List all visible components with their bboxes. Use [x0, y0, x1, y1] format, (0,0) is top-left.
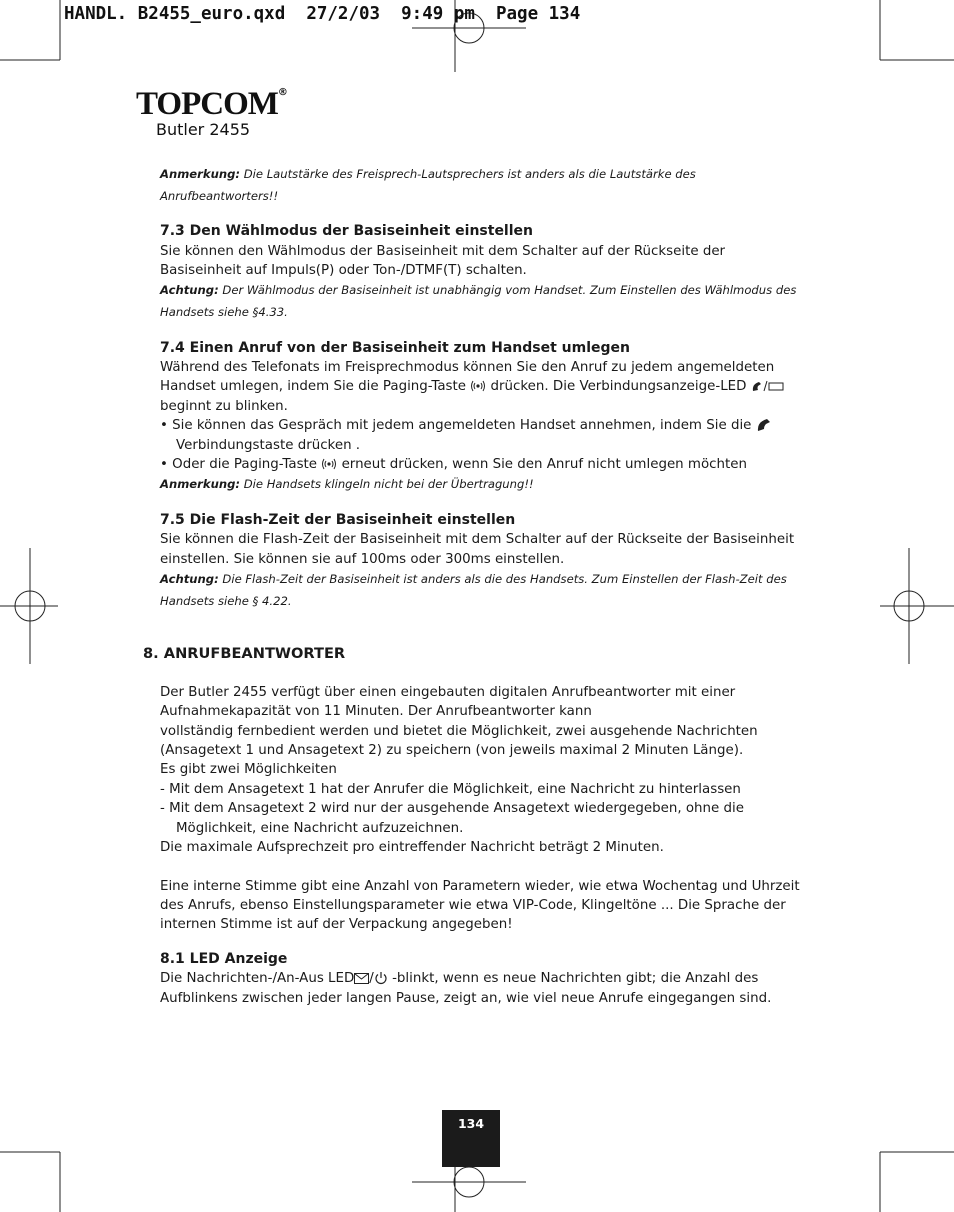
phone-icon [756, 418, 772, 432]
registered-mark: ® [277, 87, 287, 98]
section-7-5-title: 7.5 Die Flash-Zeit der Basiseinheit einstellen [160, 512, 516, 529]
section-7-3-note: Achtung: Der Wählmodus der Basiseinheit ist unabhängig vom Handset. Zum Einstellen des Wählmodus des Handsets siehe §4.33. [160, 283, 797, 319]
brand-name: TOPCOM [136, 86, 278, 122]
section-7-4-title: 7.4 Einen Anruf von der Basiseinheit zum Handset umlegen [160, 339, 630, 356]
section-7-4-bullet-2: • Oder die Paging-Taste erneut drücken, wenn Sie den Anruf nicht umlegen möchten [160, 457, 747, 473]
page-number-box [442, 1110, 500, 1167]
section-7-4-body: Während des Telefonats im Freisprechmodus können Sie den Anruf zu jedem angemeldeten Handset umlegen, indem Sie die Paging-Taste drücken. Die Verbindungsanzeige-LED beginnt zu blinken. [160, 358, 800, 416]
section-7-5-body: Sie können die Flash-Zeit der Basiseinheit mit dem Schalter auf der Rückseite der Basiseinheit einstellen. Sie können sie auf 100ms oder 300ms einstellen. [160, 532, 795, 567]
power-icon [374, 971, 388, 985]
section-7-4-note: Anmerkung: Die Handsets klingeln nicht bei der Übertragung!! [160, 477, 534, 492]
section-8-line: Der Butler 2455 verfügt über einen eingebauten digitalen Anrufbeantworter mit einer [160, 684, 736, 700]
section-8-1-body: Die Nachrichten-/An-Aus LED / -blinkt, wenn es neue Nachrichten gibt; die Anzahl des Aufblinkens zwischen jeder langen Pause, zeigt an, wie viel neue Anrufe eingegangen sind. [160, 971, 772, 1006]
section-7-3-body: Sie können den Wählmodus der Basiseinheit mit dem Schalter auf der Rückseite der Basiseinheit auf Impuls(P) oder Ton-/DTMF(T) schalten. [160, 243, 726, 278]
section-8-paragraph: Eine interne Stimme gibt eine Anzahl von Parametern wieder, wie etwa Wochentag und Uhrzeit des Anrufs, ebenso Einstellungsparameter wie etwa VIP-Code, Klingeltöne ... Die Sprache der internen Stimme ist auf der Verpackung angegeben! [160, 878, 800, 933]
paging-icon [470, 380, 486, 392]
print-slug: HANDL. B2455_euro.qxd 27/2/03 9:49 pm Page 134 [64, 4, 581, 24]
section-8-line: Es gibt zwei Möglichkeiten [160, 762, 337, 778]
section-7-4-bullet-1: • Sie können das Gespräch mit jedem angemeldeten Handset annehmen, indem Sie die Verbindungstaste drücken . [160, 416, 800, 455]
section-7-3-title: 7.3 Den Wählmodus der Basiseinheit einstellen [160, 223, 533, 240]
page-number: 134 [457, 1116, 485, 1131]
section-8-line: (Ansagetext 1 und Ansagetext 2) zu speichern (von jeweils maximal 2 Minuten Länge). [160, 743, 744, 759]
section-8-1-title: 8.1 LED Anzeige [160, 950, 288, 967]
section-8-line: Die maximale Aufsprechzeit pro eintreffender Nachricht beträgt 2 Minuten. [160, 840, 664, 856]
connection-led-icon [751, 380, 785, 392]
section-7-3 [160, 222, 800, 323]
paging-icon [321, 458, 337, 470]
section-8-dash-item: - Mit dem Ansagetext 1 hat der Anrufer die Möglichkeit, eine Nachricht zu hinterlassen [160, 781, 741, 797]
envelope-icon [354, 973, 369, 984]
section-8-1 [160, 950, 800, 1008]
section-7-5 [160, 511, 800, 612]
section-7-4 [160, 339, 800, 496]
section-8-title: 8. ANRUFBEANTWORTER [143, 645, 346, 663]
section-8-line: Aufnahmekapazität von 11 Minuten. Der Anrufbeantworter kann [160, 704, 592, 720]
note-volume: Anmerkung: Die Lautstärke des Freisprech-Lautsprechers ist anders als die Lautstärke des Anrufbeantworters!! [160, 167, 696, 203]
section-8-line: vollständig fernbedient werden und bietet die Möglichkeit, zwei ausgehende Nachrichten [160, 723, 758, 739]
model-name: Butler 2455 [156, 120, 251, 139]
brand-logo [136, 88, 287, 121]
page-content [143, 164, 800, 1008]
section-7-5-note: Achtung: Die Flash-Zeit der Basiseinheit ist anders als die des Handsets. Zum Einstellen der Flash-Zeit des Handsets siehe § 4.22. [160, 572, 787, 608]
section-8 [143, 644, 800, 934]
section-8-dash-item: - Mit dem Ansagetext 2 wird nur der ausgehende Ansagetext wiedergegeben, ohne die Möglichkeit, eine Nachricht aufzuzeichnen. [160, 801, 744, 836]
